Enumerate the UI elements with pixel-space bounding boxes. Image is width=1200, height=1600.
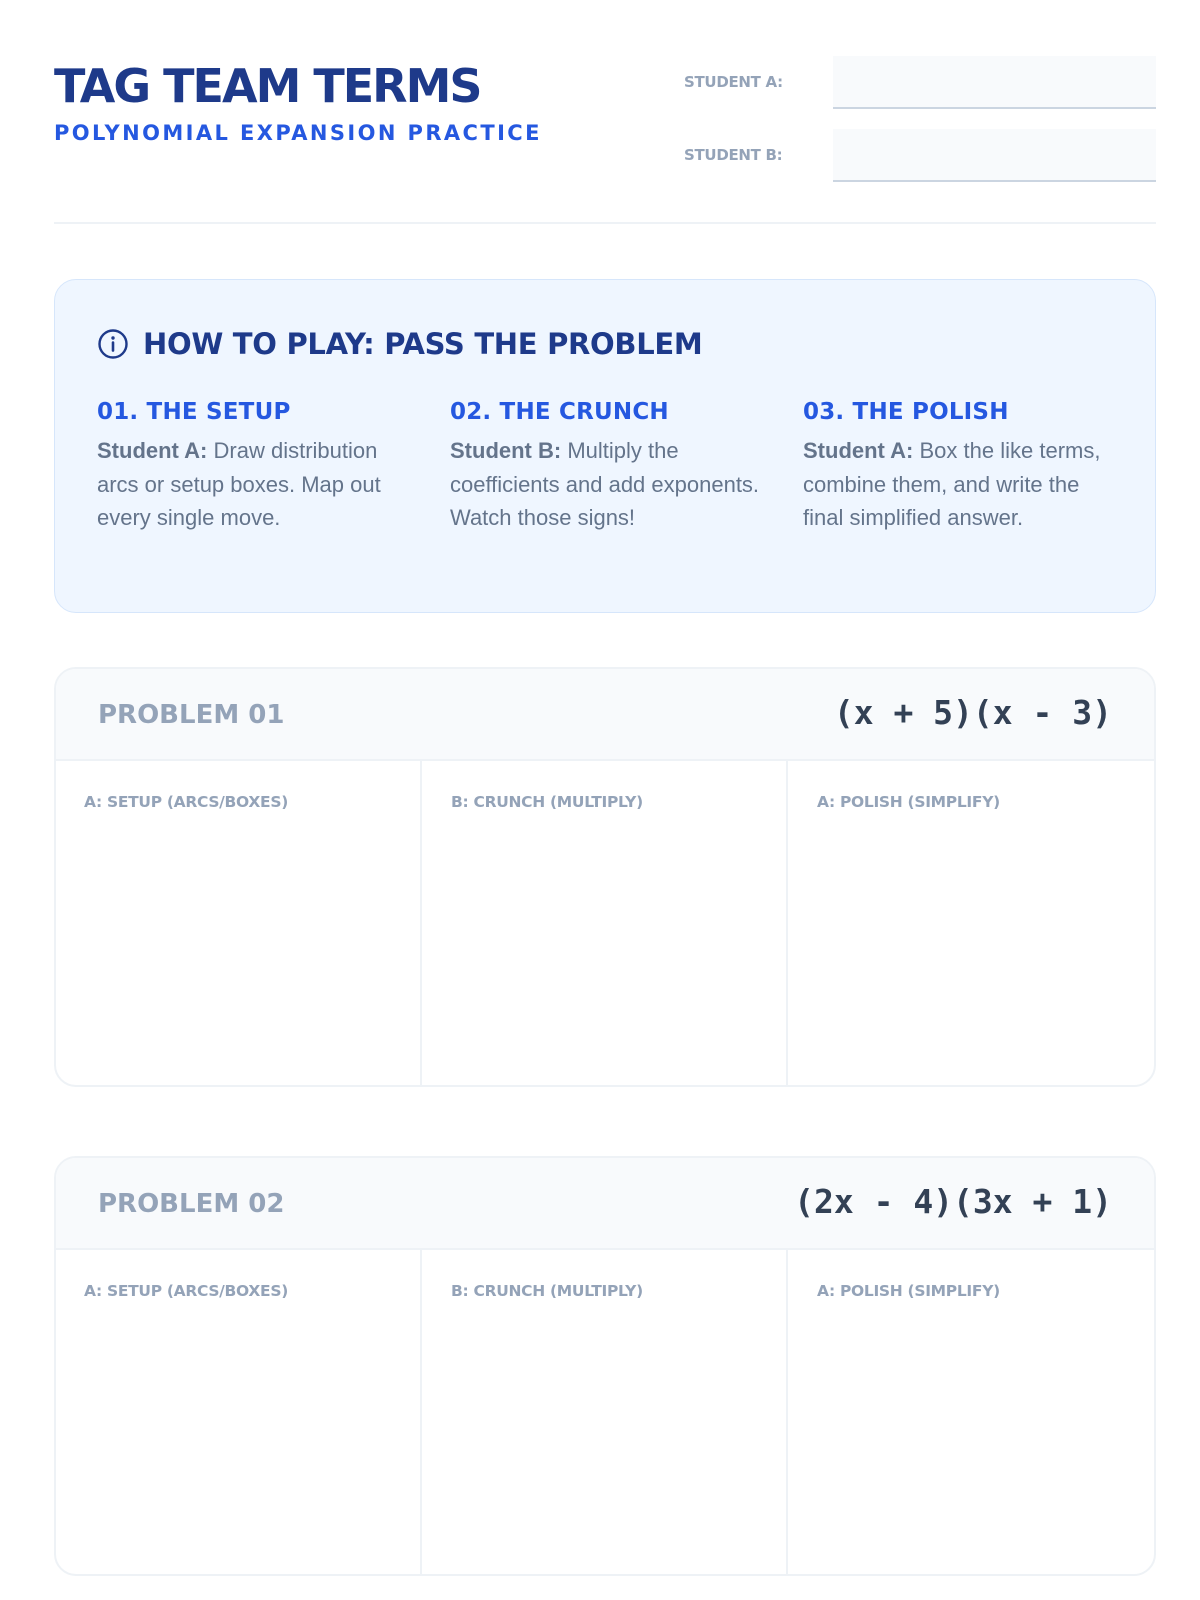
step-text: Box the like terms, combine them, and write the final simplified answer. [803,438,1101,530]
how-to-play-heading [97,326,702,362]
step-description [803,434,1121,535]
work-columns [56,1250,1154,1574]
polish-work-area[interactable] [788,1250,1154,1574]
polish-work-area[interactable] [788,761,1154,1085]
column-label: A: POLISH (SIMPLIFY) [816,793,1000,811]
step-description [97,434,415,535]
student-b-row [684,129,1156,183]
problem-header [56,1158,1154,1250]
problem-card-02 [54,1156,1156,1576]
problem-card-01 [54,667,1156,1087]
how-to-play-panel [54,279,1156,613]
problem-label: PROBLEM 02 [98,1189,285,1219]
problem-expression: (2x - 4)(3x + 1) [794,1182,1112,1221]
student-a-label: STUDENT A: [684,73,783,91]
student-b-name-field[interactable] [833,129,1156,182]
problem-expression: (x + 5)(x - 3) [833,693,1112,732]
setup-work-area[interactable] [56,1250,422,1574]
column-label: A: SETUP (ARCS/BOXES) [84,793,288,811]
crunch-work-area[interactable] [422,761,788,1085]
student-b-label: STUDENT B: [684,146,783,164]
student-a-name-field[interactable] [833,56,1156,109]
worksheet-header [54,56,1156,226]
column-label: B: CRUNCH (MULTIPLY) [450,1282,643,1300]
student-a-row [684,56,1156,110]
column-label: A: SETUP (ARCS/BOXES) [84,1282,288,1300]
problem-header [56,669,1154,761]
info-icon [97,328,129,360]
step-text: Multiply the coefficients and add exponents. Watch those signs! [450,438,760,530]
step-polish [803,396,1121,535]
column-label: A: POLISH (SIMPLIFY) [816,1282,1000,1300]
step-heading: 03. THE POLISH [803,399,1009,425]
crunch-work-area[interactable] [422,1250,788,1574]
step-crunch [450,396,768,535]
page-subtitle: POLYNOMIAL EXPANSION PRACTICE [54,121,542,145]
step-text: Draw distribution arcs or setup boxes. Map out every single move. [97,438,381,530]
step-heading: 01. THE SETUP [97,399,291,425]
column-label: B: CRUNCH (MULTIPLY) [450,793,643,811]
step-role: Student A: [97,438,208,463]
step-description [450,434,768,535]
page-title: TAG TEAM TERMS [54,59,481,113]
step-heading: 02. THE CRUNCH [450,399,669,425]
header-divider [54,222,1156,224]
problem-label: PROBLEM 01 [98,700,285,730]
step-role: Student A: [803,438,914,463]
setup-work-area[interactable] [56,761,422,1085]
step-role: Student B: [450,438,562,463]
step-setup [97,396,415,535]
work-columns [56,761,1154,1085]
how-to-play-title: HOW TO PLAY: PASS THE PROBLEM [143,327,703,361]
